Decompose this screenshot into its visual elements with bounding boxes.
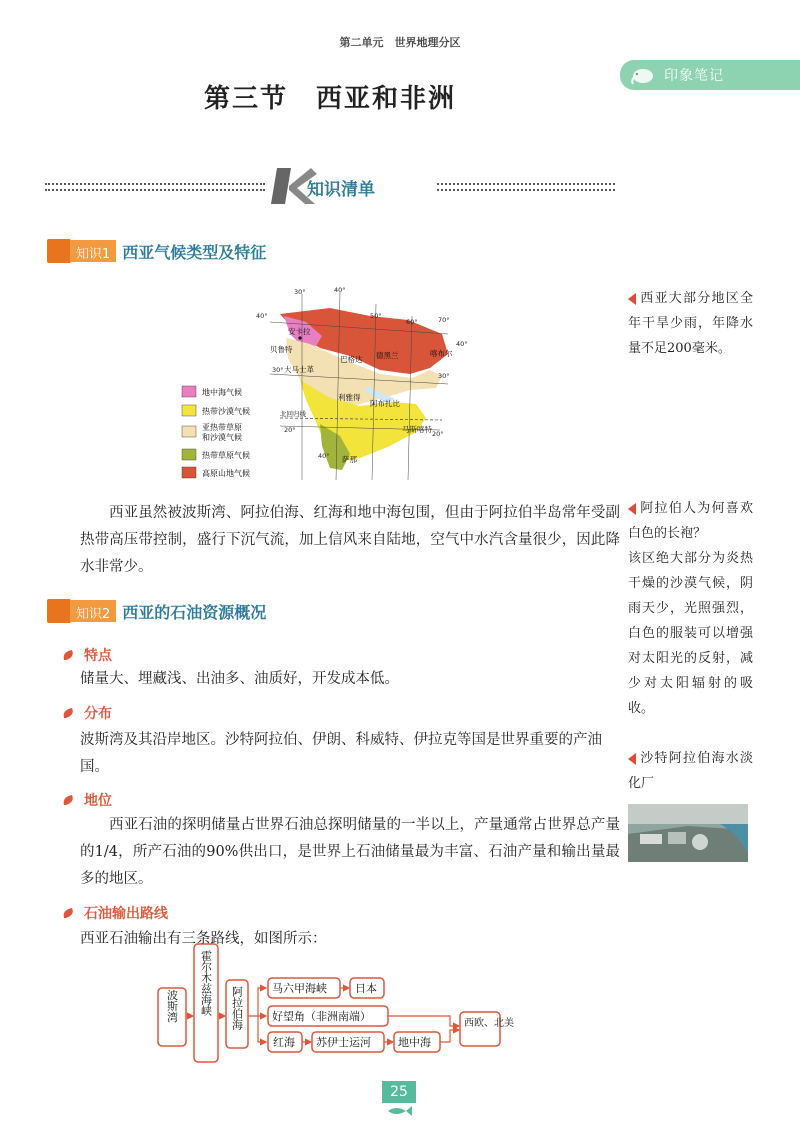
sidebar-note-rainfall: 西亚大部分地区全年干旱少雨，年降水量不足200毫米。 [628, 291, 753, 356]
legend-label: 热带草原气候 [202, 451, 250, 460]
running-header: 第二单元 世界地理分区 [339, 36, 461, 49]
pointer-icon [628, 293, 636, 305]
section2-heading [47, 598, 266, 624]
lat-label: 20° [284, 426, 296, 434]
place-label: 喀布尔 [430, 349, 453, 358]
pointer-icon [628, 753, 636, 765]
lon-label: 40° [334, 286, 346, 294]
place-label: 阿布扎比 [370, 399, 400, 408]
features-text: 储量大、埋藏浅、出油多、油质好，开发成本低。 [80, 671, 399, 687]
legend-label: 和沙漠气候 [202, 433, 242, 442]
leaf-icon [62, 907, 76, 919]
routes-subheading: 石油输出路线 [62, 903, 168, 923]
west-asia-climate-map [180, 286, 468, 480]
flow-start-text: 波斯湾 [165, 989, 179, 1023]
flow-route2-text: 好望角（非洲南端） [272, 1010, 371, 1023]
place-label: 萨那 [342, 455, 357, 464]
flow-end-text: 西欧、北美 [464, 1018, 514, 1029]
section1-title: 西亚气候类型及特征 [122, 242, 267, 262]
legend-label: 亚热带草原 [202, 423, 242, 432]
section1-label: 知识1 [70, 240, 116, 262]
features-subheading: 特点 [62, 645, 112, 665]
place-label: 安卡拉 [288, 327, 311, 336]
leaf-icon [62, 649, 76, 661]
flow-strait-text: 霍尔木兹海峡 [199, 950, 213, 1016]
book-icon [47, 239, 71, 263]
book-icon [47, 599, 71, 623]
tropic-label: 北回归线 [280, 410, 306, 418]
knowledge-list-banner [45, 172, 615, 202]
lat-label: 40° [318, 452, 330, 460]
flow-route1b-text: 日本 [355, 982, 377, 995]
legend-swatch-plateau [182, 467, 196, 478]
flow-route3b-text: 苏伊士运河 [316, 1036, 371, 1049]
pointer-icon [628, 503, 636, 515]
map-legend [182, 386, 250, 478]
knowledge-list-title: 知识清单 [307, 180, 375, 200]
legend-label: 地中海气候 [202, 388, 242, 397]
legend-swatch-savanna [182, 449, 196, 460]
flow-route3a-text: 红海 [273, 1036, 295, 1049]
lon-label: 60° [406, 318, 418, 326]
place-label: 德黑兰 [376, 351, 399, 360]
place-label: 巴格达 [340, 355, 363, 364]
status-subheading: 地位 [62, 790, 112, 810]
routes-intro: 西亚石油输出有三条路线，如图所示： [80, 931, 327, 947]
place-label: 大马士革 [284, 365, 314, 374]
leaf-icon [62, 707, 76, 719]
lon-label: 50° [370, 312, 382, 320]
section2-title: 西亚的石油资源概况 [122, 602, 267, 622]
lat-label: 20° [432, 430, 444, 438]
page-number: 25 [382, 1081, 416, 1103]
dotted-rule-right [437, 183, 615, 191]
lat-label: 30° [272, 366, 284, 374]
flow-sea-text: 阿拉伯海 [230, 986, 244, 1030]
desalination-plant-photo [628, 804, 748, 862]
lat-label: 40° [456, 340, 468, 348]
lon-label: 30° [294, 288, 306, 296]
lat-label: 40° [256, 312, 268, 320]
flow-route3c-text: 地中海 [398, 1036, 431, 1049]
place-label: 利雅得 [338, 393, 361, 402]
legend-label: 高原山地气候 [202, 469, 250, 478]
status-text: 西亚石油的探明储量占世界石油总探明储量的一半以上，产量通常占世界总产量的1/4，所产石油的90%供出口，是世界上石油储量最为丰富、石油产量和输出量最多的地区。 [80, 817, 620, 887]
leaf-icon [62, 794, 76, 806]
lat-label: 30° [438, 372, 450, 380]
legend-label: 热带沙漠气候 [202, 407, 250, 416]
section1-heading [47, 238, 266, 264]
legend-swatch-subtropical [182, 426, 196, 437]
page-title: 第三节 西亚和非洲 [203, 84, 456, 114]
distribution-text: 波斯湾及其沿岸地区。沙特阿拉伯、伊朗、科威特、伊拉克等国是世界重要的产油国。 [80, 732, 602, 775]
sidebar-note-desalination: 沙特阿拉伯海水淡化厂 [628, 751, 753, 791]
section2-label: 知识2 [70, 600, 116, 622]
sidebar-note-robe: 阿拉伯人为何喜欢白色的长袍？ 该区绝大部分为炎热干燥的沙漠气候，阴雨天少，光照强烈，白色的服装可以增强对太阳光的反射，减少对太阳辐射的吸收。 [628, 496, 753, 721]
sidebar-note-robe-answer: 该区绝大部分为炎热干燥的沙漠气候，阴雨天少，光照强烈，白色的服装可以增强对太阳光的反射，减少对太阳辐射的吸收。 [628, 551, 753, 716]
place-label: 马斯喀特 [402, 425, 432, 434]
dotted-rule-left [45, 183, 265, 191]
flow-route1a-text: 马六甲海峡 [272, 982, 327, 995]
section1-paragraph: 西亚虽然被波斯湾、阿拉伯海、红海和地中海包围，但由于阿拉伯半岛常年受副热带高压带控制，盛行下沉气流，加上信风来自陆地，空气中水汽含量很少，因此降水非常少。 [80, 505, 620, 575]
legend-swatch-desert [182, 405, 196, 416]
legend-swatch-mediterranean [182, 386, 196, 397]
lon-label: 70° [438, 316, 450, 324]
fish-icon [386, 1105, 412, 1117]
distribution-subheading: 分布 [62, 703, 112, 723]
place-label: 贝鲁特 [270, 345, 293, 354]
oil-route-diagram [150, 940, 514, 1070]
notes-tab-label: 印象笔记 [664, 68, 724, 84]
